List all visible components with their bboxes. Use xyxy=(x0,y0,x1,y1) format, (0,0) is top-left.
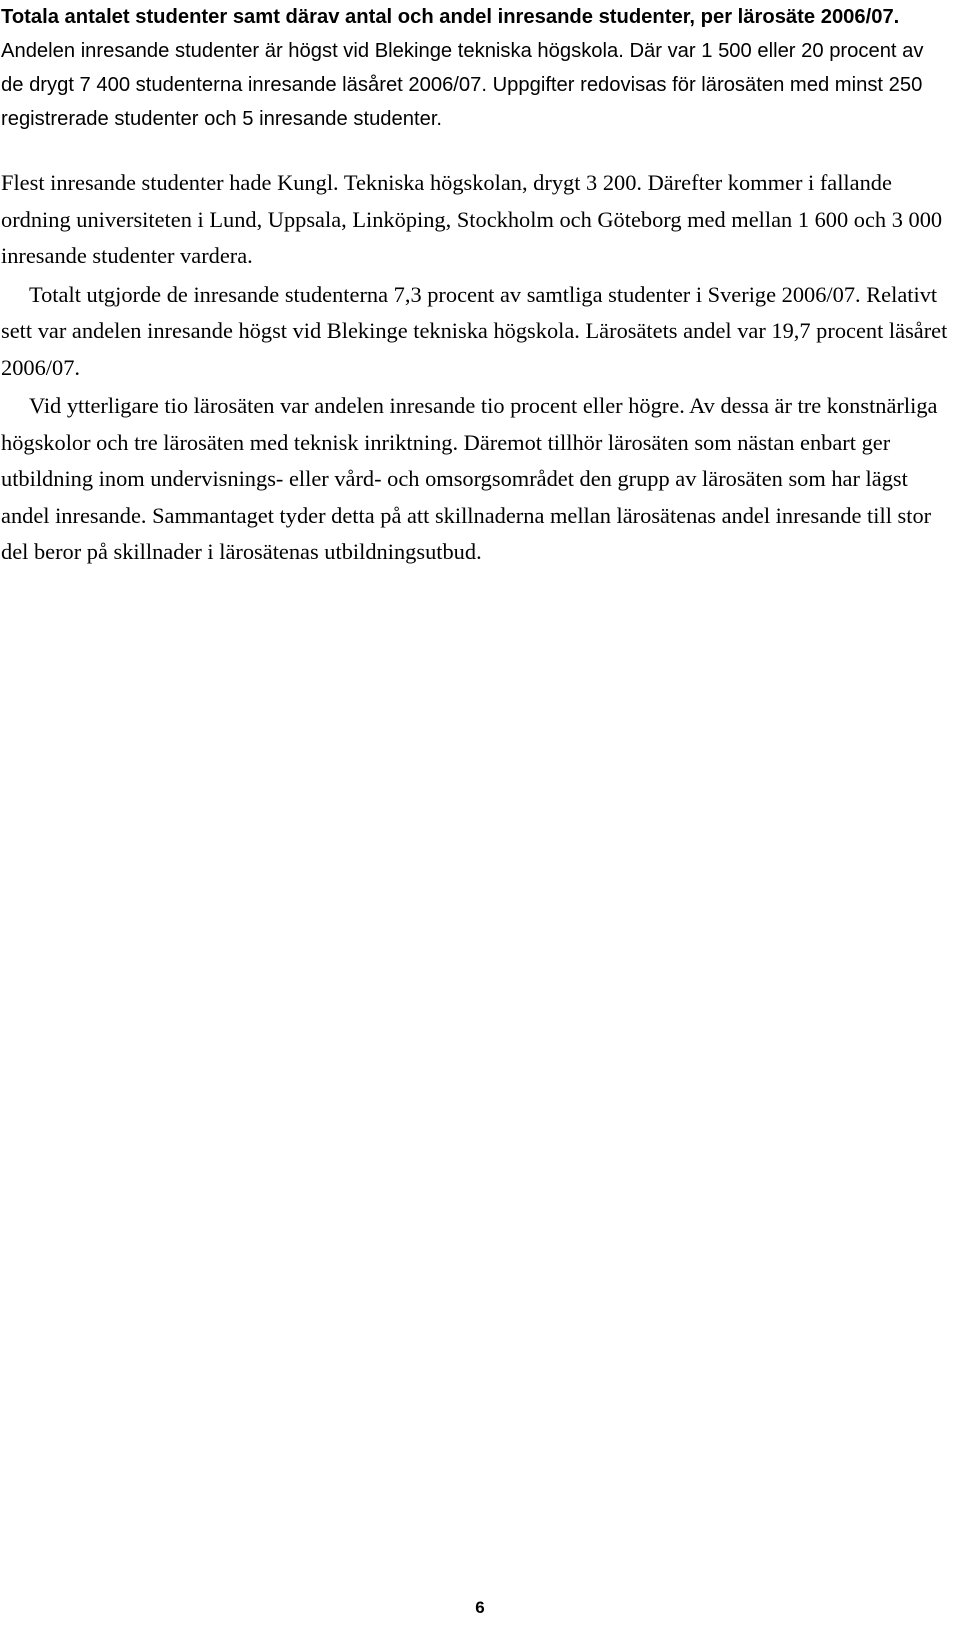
body-text xyxy=(1,165,949,573)
figure-caption xyxy=(1,0,949,136)
caption-title: Totala antalet studenter samt därav antal och andel inresande studenter, per lärosäte 2006/07. xyxy=(1,6,900,28)
paragraph-2: Totalt utgjorde de inresande studenterna 7,3 procent av samtliga studenter i Sverige 2006/07. Relativt sett var andelen inresande högst vid Blekinge tekniska högskola. Lärosätets andel var 19,7 procent läsåret 2006/07. xyxy=(1,281,948,380)
page-number: 6 xyxy=(475,1598,485,1617)
paragraph-3: Vid ytterligare tio lärosäten var andelen inresande tio procent eller högre. Av dessa är tre konstnärliga högskolor och tre lärosäten med teknisk inriktning. Däremot tillhör lärosäten som nästan enbart ger utbildning inom undervisnings- eller vård- och omsorgsområdet den grupp av lärosäten som har lägst andel inresande. Sammantaget tyder detta på att skillnaderna mellan lärosätenas andel inresande till stor del beror på skillnader i lärosätenas utbildningsutbud. xyxy=(1,393,938,564)
caption-text: Andelen inresande studenter är högst vid Blekinge tekniska högskola. Där var 1 500 eller 20 procent av de drygt 7 400 studenterna inresande läsåret 2006/07. Uppgifter redovisas för lärosäten med minst 250 registrerade studenter och 5 inresande studenter. xyxy=(1,40,924,130)
paragraph-1: Flest inresande studenter hade Kungl. Tekniska högskolan, drygt 3 200. Därefter kommer i fallande ordning universiteten i Lund, Uppsala, Linköping, Stockholm och Göteborg med mellan 1 600 och 3 000 inresande studenter vardera. xyxy=(1,170,943,268)
